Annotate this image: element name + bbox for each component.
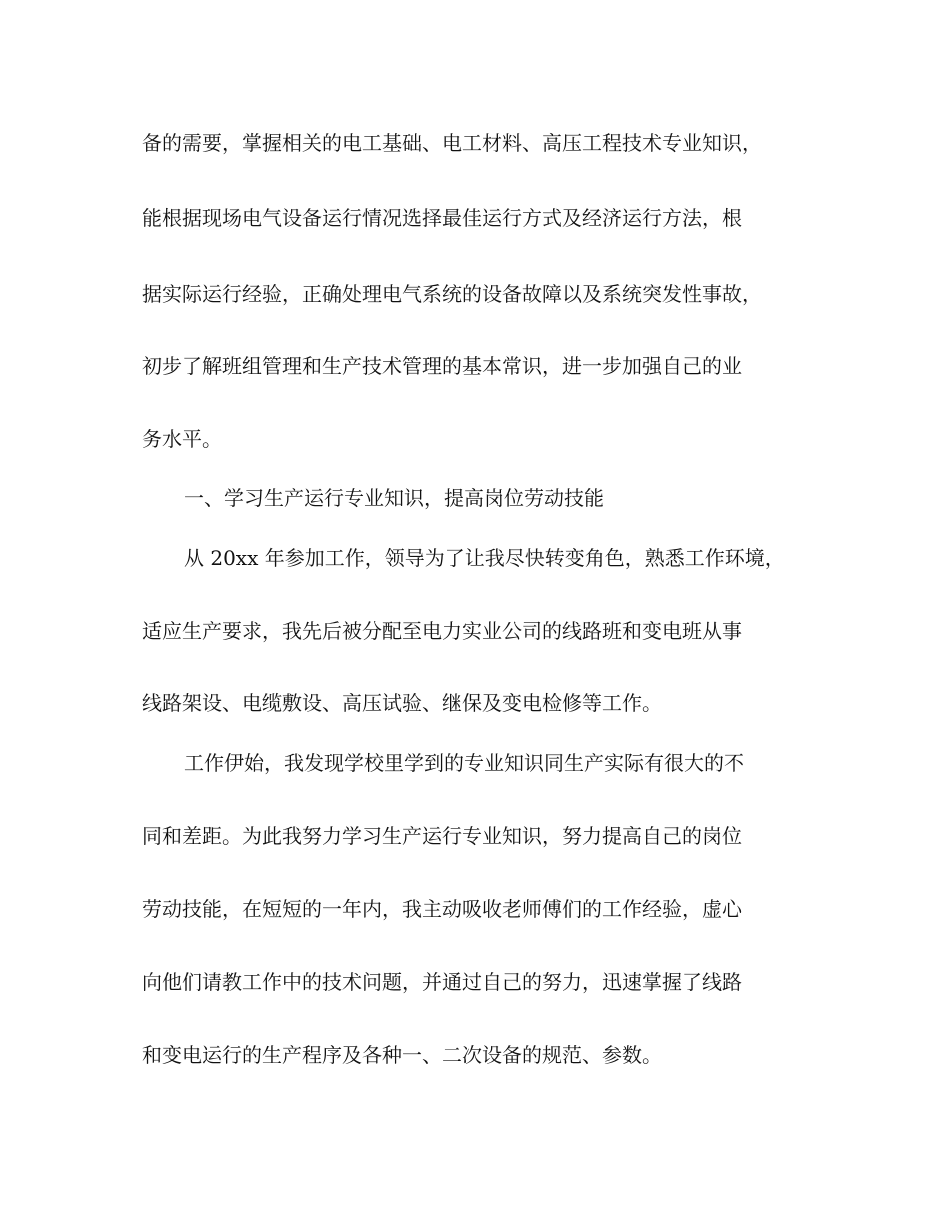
text-line: 线路架设、电缆敷设、高压试验、继保及变电检修等工作。 [142,691,662,715]
text-line: 据实际运行经验，正确处理电气系统的设备故障以及系统突发性事故， [142,282,762,306]
text-line: 工作伊始，我发现学校里学到的专业知识同生产实际有很大的不 [184,751,744,775]
text-line: 向他们请教工作中的技术问题，并通过自己的努力，迅速掌握了线路 [142,970,742,994]
text-line: 从 20xx 年参加工作，领导为了让我尽快转变角色，熟悉工作环境， [184,546,785,570]
text-line: 适应生产要求，我先后被分配至电力实业公司的线路班和变电班从事 [142,619,742,643]
text-line: 初步了解班组管理和生产技术管理的基本常识，进一步加强自己的业 [142,354,742,378]
text-line: 备的需要，掌握相关的电工基础、电工材料、高压工程技术专业知识， [142,131,762,155]
text-line: 务水平。 [142,427,222,451]
text-line: 能根据现场电气设备运行情况选择最佳运行方式及经济运行方法，根 [142,206,742,230]
section-heading: 一、学习生产运行专业知识，提高岗位劳动技能 [184,486,604,510]
text-line: 和变电运行的生产程序及各种一、二次设备的规范、参数。 [142,1043,662,1067]
text-line: 劳动技能，在短短的一年内，我主动吸收老师傅们的工作经验，虚心 [142,897,742,921]
text-line: 同和差距。为此我努力学习生产运行专业知识，努力提高自己的岗位 [142,824,742,848]
